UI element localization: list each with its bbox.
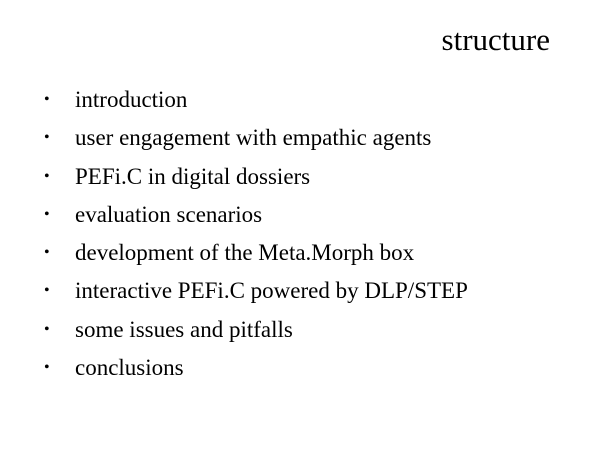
bullet-icon: • [44,282,50,300]
bullet-text: interactive PEFi.C powered by DLP/STEP [75,278,468,304]
bullet-text: PEFi.C in digital dossiers [75,163,311,189]
bullet-icon: • [44,359,50,377]
bullet-icon: • [44,167,50,185]
bullet-text: conclusions [75,355,184,381]
bullet-item-metamorph-box [44,237,468,275]
bullet-icon: • [44,91,50,108]
bullet-text: evaluation scenarios [75,201,263,227]
bullet-item-user-engagement [44,122,468,160]
bullet-text: user engagement with empathic agents [75,125,432,151]
bullet-text: introduction [75,87,188,112]
bullet-text: some issues and pitfalls [75,316,293,342]
bullet-item-evaluation-scenarios [44,199,468,237]
bullet-text: development of the Meta.Morph box [75,240,415,266]
bullet-item-conclusions [44,352,468,390]
bullet-icon: • [44,129,50,147]
bullet-icon: • [44,244,50,262]
bullet-item-introduction [44,84,468,122]
bullet-icon: • [44,205,50,223]
bullet-item-pefic-digital-dossiers [44,161,468,199]
bullet-item-issues-pitfalls [44,314,468,352]
slide-title: structure [441,22,550,57]
bullet-icon: • [44,320,50,338]
bullet-item-interactive-pefic [44,275,468,313]
bullet-list [44,84,468,390]
